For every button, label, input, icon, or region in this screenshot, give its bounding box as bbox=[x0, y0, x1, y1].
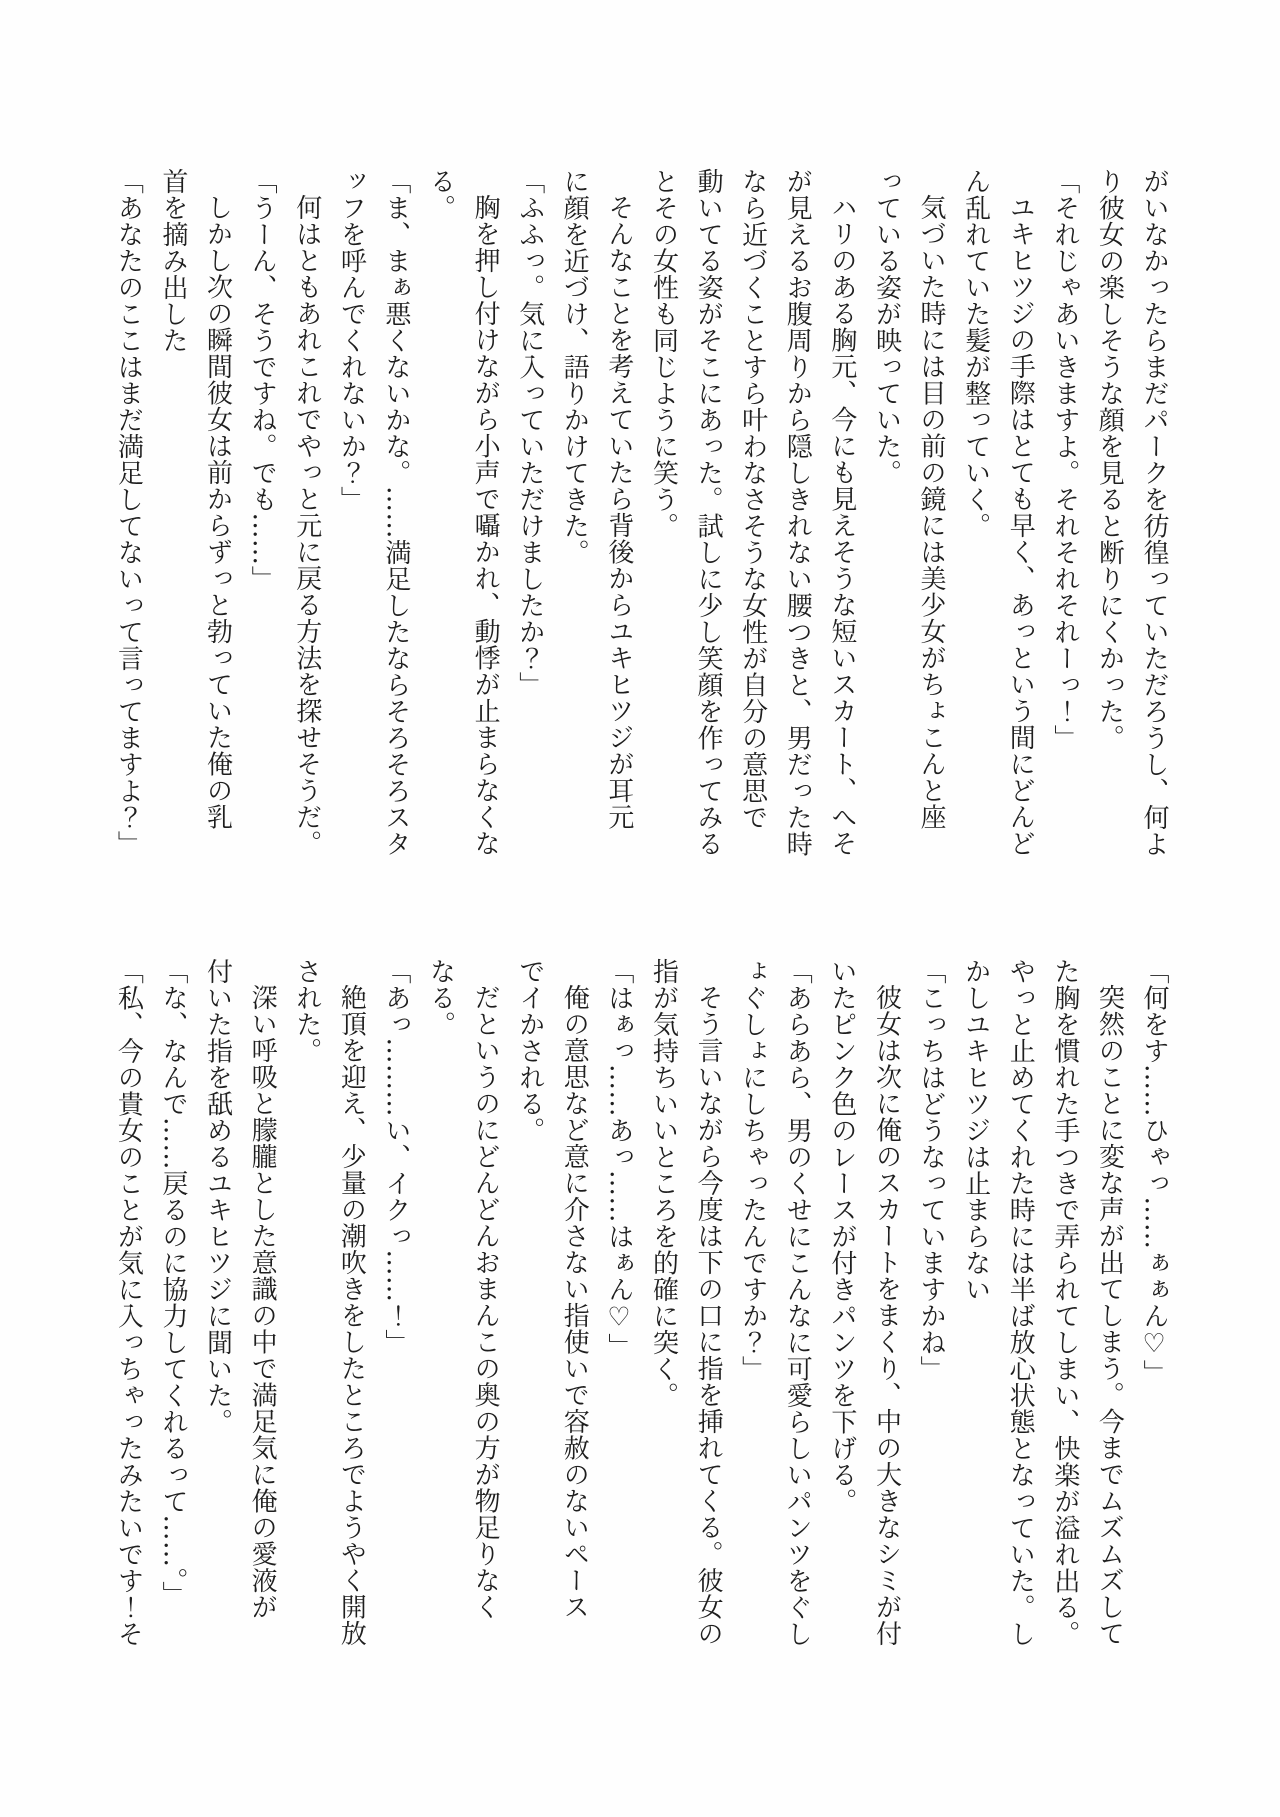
text-column: 「あっ………い、イクっ……！」 bbox=[380, 958, 411, 1356]
text-column: かしユキヒツジは止まらない bbox=[960, 958, 991, 1303]
text-column: 「それじゃあいきますよ。それそれそれーっ！」 bbox=[1049, 168, 1080, 751]
text-column: 指が気持ちいいところを的確に突く。 bbox=[648, 958, 679, 1409]
text-column: 何はともあれこれでやっと元に戻る方法を探せそうだ。 bbox=[291, 194, 322, 857]
text-column: ユキヒツジの手際はとても早く、あっという間にどんど bbox=[1005, 194, 1036, 857]
text-column: 「な、なんで……戻るのに協力してくれるって……。」 bbox=[157, 958, 188, 1608]
text-column: 「はぁっ……あっ……はぁん♡」 bbox=[603, 958, 634, 1360]
text-column: 突然のことに変な声が出てしまう。今までムズムズして bbox=[1094, 984, 1125, 1647]
text-column: た胸を慣れた手つきで弄られてしまい、快楽が溢れ出る。 bbox=[1049, 958, 1080, 1647]
text-column: だというのにどんどんおまんこの奥の方が物足りなく bbox=[470, 984, 501, 1620]
text-column: 「私、今の貴女のことが気に入っちゃったみたいです！そ bbox=[113, 958, 144, 1647]
text-column: 「うーん、そうですね。でも……」 bbox=[247, 168, 278, 592]
text-column: 気づいた時には目の前の鏡には美少女がちょこんと座 bbox=[916, 194, 947, 830]
text-column: 「ふふっ。気に入っていただけましたか？」 bbox=[514, 168, 545, 698]
text-column: ハリのある胸元、今にも見えそうな短いスカート、へそ bbox=[826, 194, 857, 857]
text-column: 俺の意思など意に介さない指使いで容赦のないペース bbox=[559, 984, 590, 1620]
text-column: 彼女は次に俺のスカートをまくり、中の大きなシミが付 bbox=[871, 984, 902, 1647]
text-column: 付いた指を舐めるユキヒツジに聞いた。 bbox=[202, 958, 233, 1435]
text-column: 動いてる姿がそこにあった。試しに少し笑顔を作ってみる bbox=[693, 168, 724, 857]
bottom-text-block bbox=[106, 958, 1176, 1706]
text-column: いたピンク色のレースが付きパンツを下げる。 bbox=[826, 958, 857, 1515]
text-column: 「あらあら、男のくせにこんなに可愛らしいパンツをぐし bbox=[782, 958, 813, 1647]
text-column: 「あなたのここはまだ満足してないって言ってますよ？」 bbox=[113, 168, 144, 857]
text-column: がいなかったらまだパークを彷徨っていただろうし、何よ bbox=[1139, 168, 1169, 857]
top-text-block bbox=[106, 168, 1176, 916]
text-column: 「何をす……ひゃっ……ぁぁん♡」 bbox=[1139, 958, 1169, 1386]
text-column: 「こっちはどうなっていますかね」 bbox=[916, 958, 947, 1382]
text-column: ょぐしょにしちゃったんですか？」 bbox=[737, 958, 768, 1382]
text-column: 首を摘み出した bbox=[157, 168, 188, 354]
text-column: しかし次の瞬間彼女は前からずっと勃っていた俺の乳 bbox=[202, 194, 233, 830]
text-column: り彼女の楽しそうな顔を見ると断りにくかった。 bbox=[1094, 168, 1125, 751]
text-column: が見えるお腹周りから隠しきれない腰つきと、男だった時 bbox=[782, 168, 813, 857]
text-column: でイかされる。 bbox=[514, 958, 545, 1144]
text-column: 「ま、まぁ悪くないかな。……満足したならそろそろスタ bbox=[380, 168, 411, 857]
text-column: ん乱れていた髪が整っていく。 bbox=[960, 168, 991, 539]
text-column: 深い呼吸と朦朧とした意識の中で満足気に俺の愛液が bbox=[247, 984, 278, 1620]
text-column: なる。 bbox=[425, 958, 456, 1038]
text-column: とその女性も同じように笑う。 bbox=[648, 168, 679, 539]
text-column: る。 bbox=[425, 168, 456, 221]
text-column: ッフを呼んでくれないか？」 bbox=[336, 168, 367, 513]
text-column: 胸を押し付けながら小声で囁かれ、動悸が止まらなくな bbox=[470, 194, 501, 857]
text-column: 絶頂を迎え、少量の潮吹きをしたところでようやく開放 bbox=[336, 984, 367, 1647]
text-column: そう言いながら今度は下の口に指を挿れてくる。彼女の bbox=[693, 984, 724, 1647]
text-column: された。 bbox=[291, 958, 322, 1064]
text-column: やっと止めてくれた時には半ば放心状態となっていた。し bbox=[1005, 958, 1036, 1647]
text-column: なら近づくことすら叶わなさそうな女性が自分の意思で bbox=[737, 168, 768, 831]
text-column: っている姿が映っていた。 bbox=[871, 168, 902, 486]
text-column: に顔を近づけ、語りかけてきた。 bbox=[559, 168, 590, 566]
text-column: そんなことを考えていたら背後からユキヒツジが耳元 bbox=[603, 194, 634, 830]
